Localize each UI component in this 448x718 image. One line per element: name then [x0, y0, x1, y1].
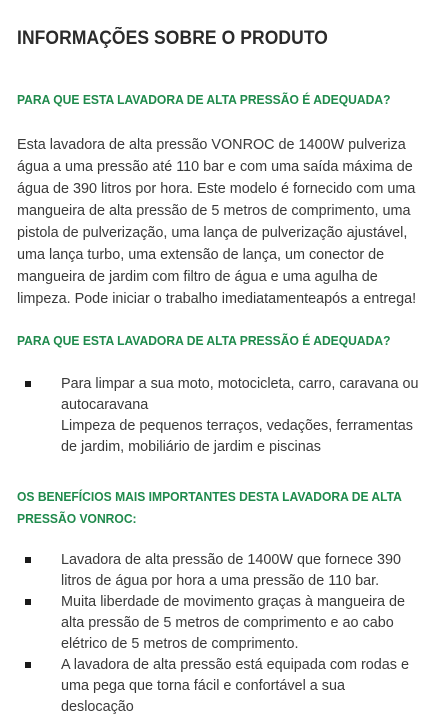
bullet-icon	[25, 599, 31, 605]
product-description: Esta lavadora de alta pressão VONROC de 1400W pulveriza água a uma pressão até 110 bar e com uma saída máxima de água de 390 litros por hora. Este modelo é fornecido com uma mangueira de alta pressão de 5 metros de comprimento, uma pistola de pulverização, uma lança de pulverização ajustável, uma lança turbo, uma extensão de lança, um conector de mangueira de jardim com filtro de água e uma agulha de limpeza. Pode iniciar o trabalho imediatamenteapós a entrega!	[17, 137, 417, 307]
benefits-list	[0, 550, 448, 718]
section-heading-benefits: OS BENEFÍCIOS MAIS IMPORTANTES DESTA LAVADORA DE ALTA PRESSÃO VONROC:	[17, 489, 402, 526]
bullet-icon	[25, 557, 31, 563]
bullet-icon	[25, 381, 31, 387]
list-item	[0, 592, 421, 655]
section-heading-suitability: PARA QUE ESTA LAVADORA DE ALTA PRESSÃO É ADEQUADA?	[17, 92, 391, 107]
bullet-icon	[25, 662, 31, 668]
page-title: INFORMAÇÕES SOBRE O PRODUTO	[17, 28, 329, 49]
list-item-text: A lavadora de alta pressão está equipada com rodas e uma pega que torna fácil e confortável a sua deslocação	[61, 657, 410, 715]
list-item	[0, 550, 421, 592]
list-item	[0, 655, 421, 718]
list-item-line: Para limpar a sua moto, motocicleta, carro, caravana ou autocaravana	[61, 376, 419, 413]
section-heading-uses: PARA QUE ESTA LAVADORA DE ALTA PRESSÃO É ADEQUADA?	[17, 333, 391, 348]
list-item-text: Muita liberdade de movimento graças à mangueira de alta pressão de 5 metros de comprimento e ao cabo elétrico de 5 metros de comprimento.	[61, 594, 405, 652]
list-item	[0, 374, 421, 458]
uses-list	[0, 374, 448, 458]
list-item-text: Lavadora de alta pressão de 1400W que fornece 390 litros de água por hora a uma pressão de 110 bar.	[61, 552, 402, 589]
list-item-line: Limpeza de pequenos terraços, vedações, ferramentas de jardim, mobiliário de jardim e piscinas	[61, 418, 413, 455]
